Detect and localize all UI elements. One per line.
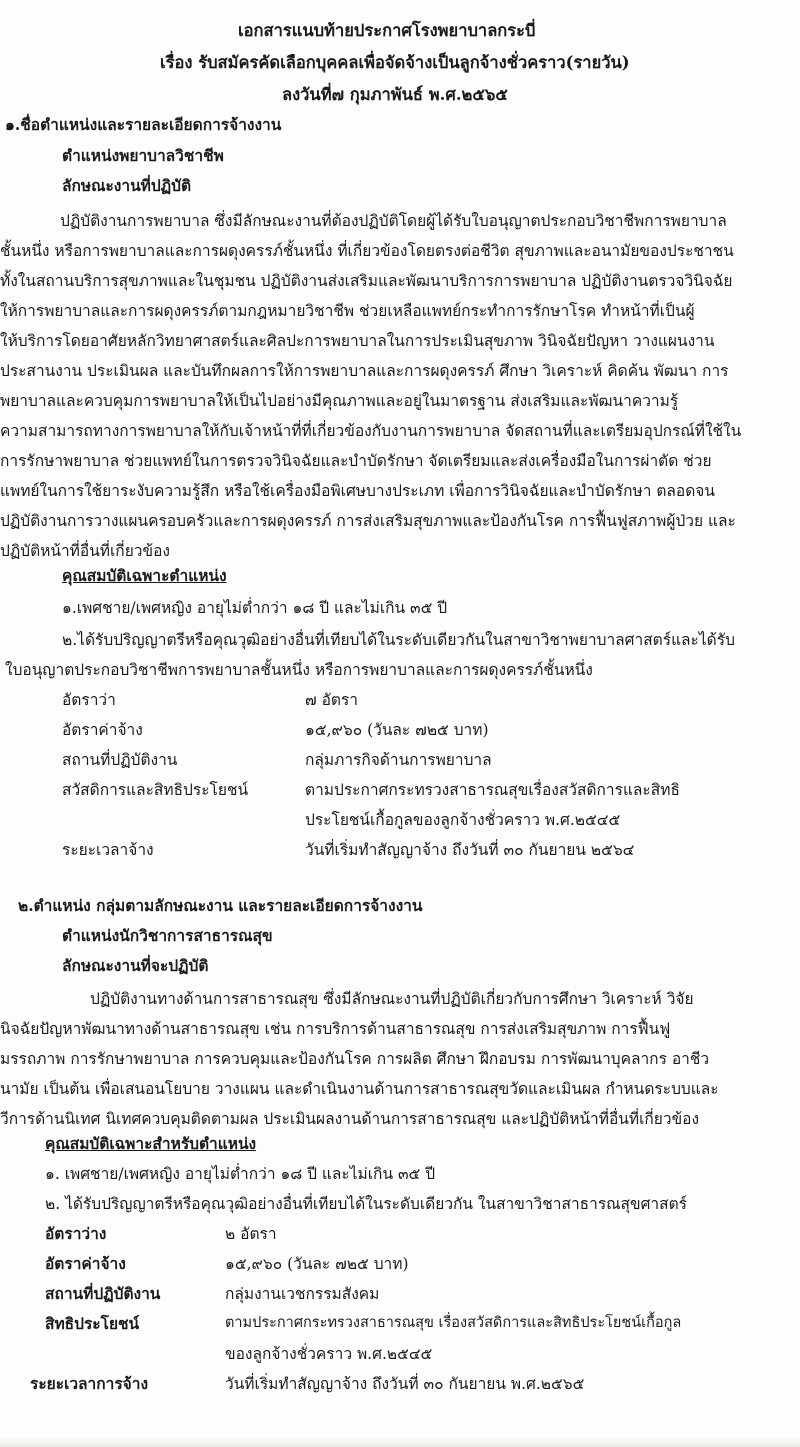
- s1-row-label: สถานที่ปฏิบัติงาน: [62, 751, 178, 769]
- duty-line: ความสามารถทางการพยาบาลให้กับเจ้าหน้าที่ที่เกี่ยวข้องกับงานการพยาบาล จัดสถานที่และเตรียมอุปกรณ์ที่ใช้ใน: [0, 422, 742, 440]
- duty-line: ให้การพยาบาลและการผดุงครรภ์ตามกฎหมายวิชาชีพ ช่วยเหลือแพทย์กระทำการรักษาโรค ทำหน้าที่เป็นผู้: [0, 302, 695, 320]
- duty-line: ประสานงาน ประเมินผล และบันทึกผลการให้การพยาบาลและการผดุงครรภ์ ศึกษา วิเคราะห์ คิดค้น พัฒนา การ: [0, 362, 729, 380]
- s1-row-label: อัตราว่า: [62, 691, 116, 709]
- s2-row-label: สถานที่ปฏิบัติงาน: [45, 1284, 161, 1303]
- section1-qual-2a: ๒.ได้รับปริญญาตรีหรือคุณวุฒิอย่างอื่นที่เทียบได้ในระดับเดียวกันในสาขาวิชาพยาบาลศาสตร์และได้รับ: [62, 631, 735, 649]
- s2-row-label: อัตราว่าง: [45, 1224, 107, 1243]
- s1-row-value: ประโยชน์เกื้อกูลของลูกจ้างชั่วคราว พ.ศ.๒๕๔๕: [305, 811, 621, 829]
- s1-row-value: ๑๕,๙๖๐ (วันละ ๗๒๕ บาท): [305, 721, 489, 739]
- section2-heading: ๒.ตำแหน่ง กลุ่มตามลักษณะงาน และรายละเอียดการจ้างงาน: [18, 896, 423, 915]
- duty-line: ปฏิบัติงานการวางแผนครอบครัวและการผดุงครรภ์ การส่งเสริมสุขภาพและป้องกันโรค การฟื้นฟูสภาพผู้ป่วย และ: [0, 512, 736, 530]
- s2-row-value: ตามประกาศกระทรวงสาธารณสุข เรื่องสวัสดิการและสิทธิประโยชน์เกื้อกูล: [225, 1315, 682, 1331]
- s1-row-value: วันที่เริ่มทำสัญญาจ้าง ถึงวันที่ ๓๐ กันยายน ๒๕๖๔: [305, 841, 635, 859]
- s1-row-value: กลุ่มภารกิจด้านการพยาบาล: [305, 751, 492, 769]
- s2-row-label: ระยะเวลาการจ้าง: [30, 1374, 149, 1393]
- duty-line: ปฏิบัติงานทางด้านการสาธารณสุข ซึ่งมีลักษณะงานที่ปฏิบัติเกี่ยวกับการศึกษา วิเคราะห์ วิจัย: [90, 990, 694, 1008]
- s1-row-label: ระยะเวลาจ้าง: [62, 841, 154, 859]
- s1-row-label: สวัสดิการและสิทธิประโยชน์: [62, 781, 249, 799]
- duty-line: ปฏิบัติงานการพยาบาล ซึ่งมีลักษณะงานที่ต้องปฏิบัติโดยผู้ได้รับใบอนุญาตประกอบวิชาชีพการพยาบาล: [60, 212, 727, 230]
- s2-row-value: กลุ่มงานเวชกรรมสังคม: [225, 1285, 380, 1303]
- page-bottom-edge: [0, 1437, 800, 1447]
- section1-qual-title: คุณสมบัติเฉพาะตำแหน่ง: [62, 566, 227, 585]
- section2-qual-title: คุณสมบัติเฉพาะสำหรับตำแหน่ง: [45, 1134, 257, 1153]
- s2-row-value: ๒ อัตรา: [225, 1225, 277, 1243]
- section2-duty-title: ลักษณะงานที่จะปฏิบัติ: [62, 956, 209, 975]
- section1-heading: ๑.ชื่อตำแหน่งและรายละเอียดการจ้างงาน: [5, 115, 282, 134]
- section2-position: ตำแหน่งนักวิชาการสาธารณสุข: [62, 926, 273, 945]
- duty-line: นามัย เป็นต้น เพื่อเสนอนโยบาย วางแผน และดำเนินงานด้านการสาธารณสุขวัดและเมินผล กำหนดระบบและ: [0, 1080, 719, 1098]
- duty-line: ให้บริการโดยอาศัยหลักวิทยาศาสตร์และศิลปะการพยาบาลในการประเมินสุขภาพ วินิจฉัยปัญหา วางแผนงาน: [0, 332, 715, 350]
- header-line-3: ลงวันที่๗ กุมภาพันธ์ พ.ศ.๒๕๖๕: [282, 85, 508, 104]
- header-line-2: เรื่อง รับสมัครคัดเลือกบุคคลเพื่อจัดจ้างเป็นลูกจ้างชั่วคราว(รายวัน): [160, 53, 630, 72]
- section2-duty-paragraph: [0, 984, 790, 1134]
- header-line-1: เอกสารแนบท้ายประกาศโรงพยาบาลกระบี่: [238, 21, 536, 40]
- s2-row-value: ๑๕,๙๖๐ (วันละ ๗๒๕ บาท): [225, 1255, 409, 1273]
- s1-row-label: อัตราค่าจ้าง: [62, 721, 143, 739]
- section2-qual-2: ๒. ได้รับปริญญาตรีหรือคุณวุฒิอย่างอื่นที่เทียบได้ในระดับเดียวกัน ในสาขาวิชาสาธารณสุขศาสตร์: [45, 1195, 687, 1213]
- duty-line: แพทย์ในการใช้ยาระงับความรู้สึก หรือใช้เครื่องมือพิเศษบางประเภท เพื่อการวินิจฉัยและบำบัดรักษา ตลอดจน: [0, 482, 715, 500]
- s2-row-label: อัตราค่าจ้าง: [45, 1254, 126, 1273]
- s2-row-value: ของลูกจ้างชั่วคราว พ.ศ.๒๕๔๕: [225, 1345, 433, 1363]
- s2-row-label: สิทธิประโยชน์: [45, 1314, 140, 1333]
- section1-duty-title: ลักษณะงานที่ปฏิบัติ: [62, 176, 192, 195]
- duty-line: ชั้นหนึ่ง หรือการพยาบาลและการผดุงครรภ์ชั้นหนึ่ง ที่เกี่ยวข้องโดยตรงต่อชีวิต สุขภาพและอนามัยของประชาชน: [0, 242, 734, 260]
- s1-row-value: ๗ อัตรา: [305, 691, 358, 709]
- section2-qual-1: ๑. เพศชาย/เพศหญิง อายุไม่ต่ำกว่า ๑๘ ปี และไม่เกิน ๓๕ ปี: [45, 1165, 436, 1183]
- duty-line: มรรถภาพ การรักษาพยาบาล การควบคุมและป้องกันโรค การผลิต ศึกษา ฝึกอบรม การพัฒนาบุคลากร อาชีว: [0, 1050, 710, 1068]
- section1-duty-paragraph: [0, 206, 790, 566]
- section1-qual-2b: ใบอนุญาตประกอบวิชาชีพการพยาบาลชั้นหนึ่ง หรือการพยาบาลและการผดุงครรภ์ชั้นหนึ่ง: [5, 661, 593, 679]
- duty-line: นิจฉัยปัญหาพัฒนาทางด้านสาธารณสุข เช่น การบริการด้านสาธารณสุข การส่งเสริมสุขภาพ การฟื้นฟู: [0, 1020, 671, 1038]
- duty-line: วีการด้านนิเทศ นิเทศควบคุมติดตามผล ประเมินผลงานด้านการสาธารณสุข และปฏิบัติหน้าที่อื่นที่เกี่ยวข้อง: [0, 1110, 700, 1128]
- section1-position: ตำแหน่งพยาบาลวิชาชีพ: [62, 146, 224, 165]
- duty-line: ทั้งในสถานบริการสุขภาพและในชุมชน ปฏิบัติงานส่งเสริมและพัฒนาบริการการพยาบาล ปฏิบัติงานตรวจวินิจฉัย: [0, 272, 733, 290]
- s2-row-value: วันที่เริ่มทำสัญญาจ้าง ถึงวันที่ ๓๐ กันยายน พ.ศ.๒๕๖๕: [225, 1375, 585, 1393]
- s1-row-value: ตามประกาศกระทรวงสาธารณสุขเรื่องสวัสดิการและสิทธิ: [305, 781, 680, 799]
- duty-line: พยาบาลและควบคุมการพยาบาลให้เป็นไปอย่างมีคุณภาพและอยู่ในมาตรฐาน ส่งเสริมและพัฒนาความรู้: [0, 392, 679, 410]
- duty-line: ปฏิบัติหน้าที่อื่นที่เกี่ยวข้อง: [0, 542, 170, 560]
- section1-qual-1: ๑.เพศชาย/เพศหญิง อายุไม่ต่ำกว่า ๑๘ ปี และไม่เกิน ๓๕ ปี: [62, 599, 448, 617]
- duty-line: การรักษาพยาบาล ช่วยแพทย์ในการตรวจวินิจฉัยและบำบัดรักษา จัดเตรียมและส่งเครื่องมือในการผ่าตัด ช่วย: [0, 452, 712, 470]
